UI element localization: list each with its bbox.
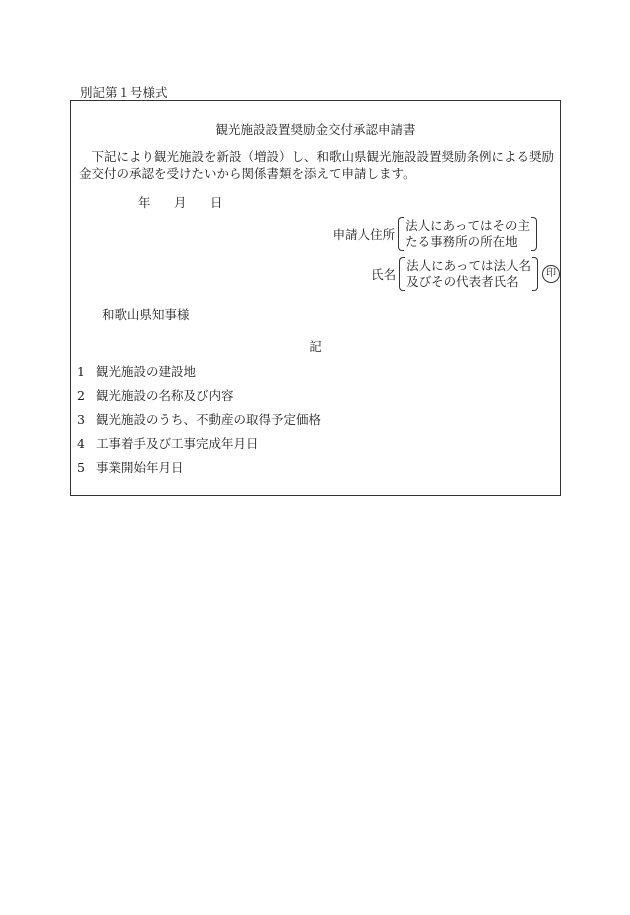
item-text: 事業開始年月日 — [96, 460, 184, 475]
ki-heading: 記 — [309, 339, 322, 354]
list-item — [77, 431, 321, 455]
item-number: 4 — [77, 435, 85, 451]
date-month-label: 月 — [174, 195, 187, 210]
item-number: 3 — [77, 411, 85, 427]
address-note-bracket — [397, 217, 538, 251]
item-number: 5 — [77, 459, 85, 475]
list-item — [77, 359, 321, 383]
list-item — [77, 383, 321, 407]
item-number: 2 — [77, 387, 85, 403]
applicant-address-label: 申請人住所 — [332, 227, 396, 242]
item-text: 観光施設の名称及び内容 — [96, 388, 234, 403]
item-text: 観光施設の建設地 — [96, 364, 197, 379]
list-item — [77, 455, 321, 479]
list-item — [77, 407, 321, 431]
application-form-frame — [70, 100, 561, 496]
name-note-bracket — [398, 257, 539, 291]
seal-mark: 印 — [542, 265, 560, 283]
document-title: 観光施設設置奨励金交付承認申請書 — [215, 122, 416, 137]
address-note-line1: 法人にあってはその主 — [405, 218, 530, 233]
applicant-name-row — [371, 257, 560, 291]
addressee: 和歌山県知事様 — [102, 307, 190, 322]
applicant-name-label: 氏名 — [371, 267, 397, 282]
form-number: 別記第１号様式 — [80, 85, 168, 100]
item-text: 観光施設のうち、不動産の取得予定価格 — [96, 412, 322, 427]
applicant-address-row — [333, 217, 538, 251]
name-note-line2: 及びその代表者氏名 — [406, 274, 519, 289]
name-note-line1: 法人にあっては法人名 — [406, 258, 531, 273]
intro-paragraph: 下記により観光施設を新設（増設）し、和歌山県観光施設設置奨励条例による奨励金交付の承認を受けたいから関係書類を添えて申請します。 — [79, 149, 555, 181]
address-note-line2: たる事務所の所在地 — [405, 234, 518, 249]
item-list — [77, 359, 321, 479]
item-number: 1 — [77, 363, 85, 379]
date-year-label: 年 — [138, 195, 151, 210]
item-text: 工事着手及び工事完成年月日 — [96, 436, 259, 451]
date-day-label: 日 — [210, 195, 223, 210]
